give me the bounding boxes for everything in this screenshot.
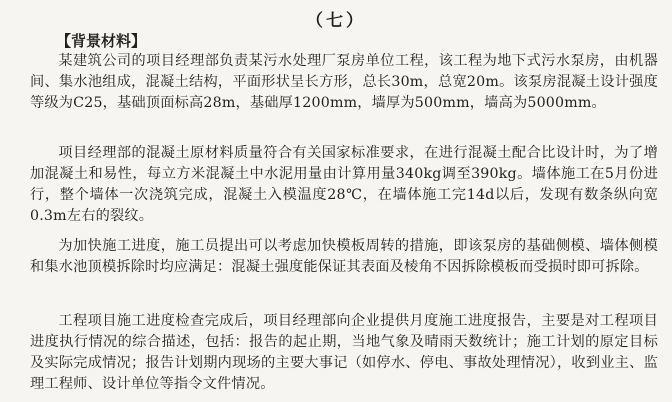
section-label: 【背景材料】 (56, 32, 147, 50)
case-title: （七） (306, 11, 366, 31)
paragraph-4: 工程项目施工进度检查完成后，项目经理部向企业提供月度施工进度报告，主要是对工程项目进度执行情况的综合描述，包括：报告的起止期，当地气象及晴雨天数统计；施工计划的原定目标及实际完成情况；报告计划期内现场的主要大事记（如停水、停电、事故处理情况），收到业主、监理工程师、设计单位等指令文件情况。 (30, 313, 658, 392)
paragraph-1: 某建筑公司的项目经理部负责某污水处理厂泵房单位工程，该工程为地下式污水泵房，由机器间、集水池组成，混凝土结构，平面形状呈长方形，总长30m，总宽20m。该泵房混凝土设计强度等级为C25，基础顶面标高28m，基础厚1200mm，墙厚为500mm，墙高为5000mm。 (30, 53, 658, 111)
paragraph-3: 为加快施工进度，施工员提出可以考虑加快模板周转的措施，即该泵房的基础侧模、墙体侧模和集水池顶模拆除时均应满足：混凝土强度能保证其表面及棱角不因拆除模板而受损时即可拆除。 (30, 238, 658, 275)
paragraph-2: 项目经理部的混凝土原材料质量符合有关国家标准要求，在进行混凝土配合比设计时，为了增加混凝土和易性，每立方米混凝土中水泥用量由计算用量340kg调至390kg。墙体施工在5月份进行，整个墙体一次浇筑完成，混凝土入模温度28℃，在墙体施工完14d以后，发现有数条纵向宽0.3m左右的裂纹。 (30, 145, 658, 224)
